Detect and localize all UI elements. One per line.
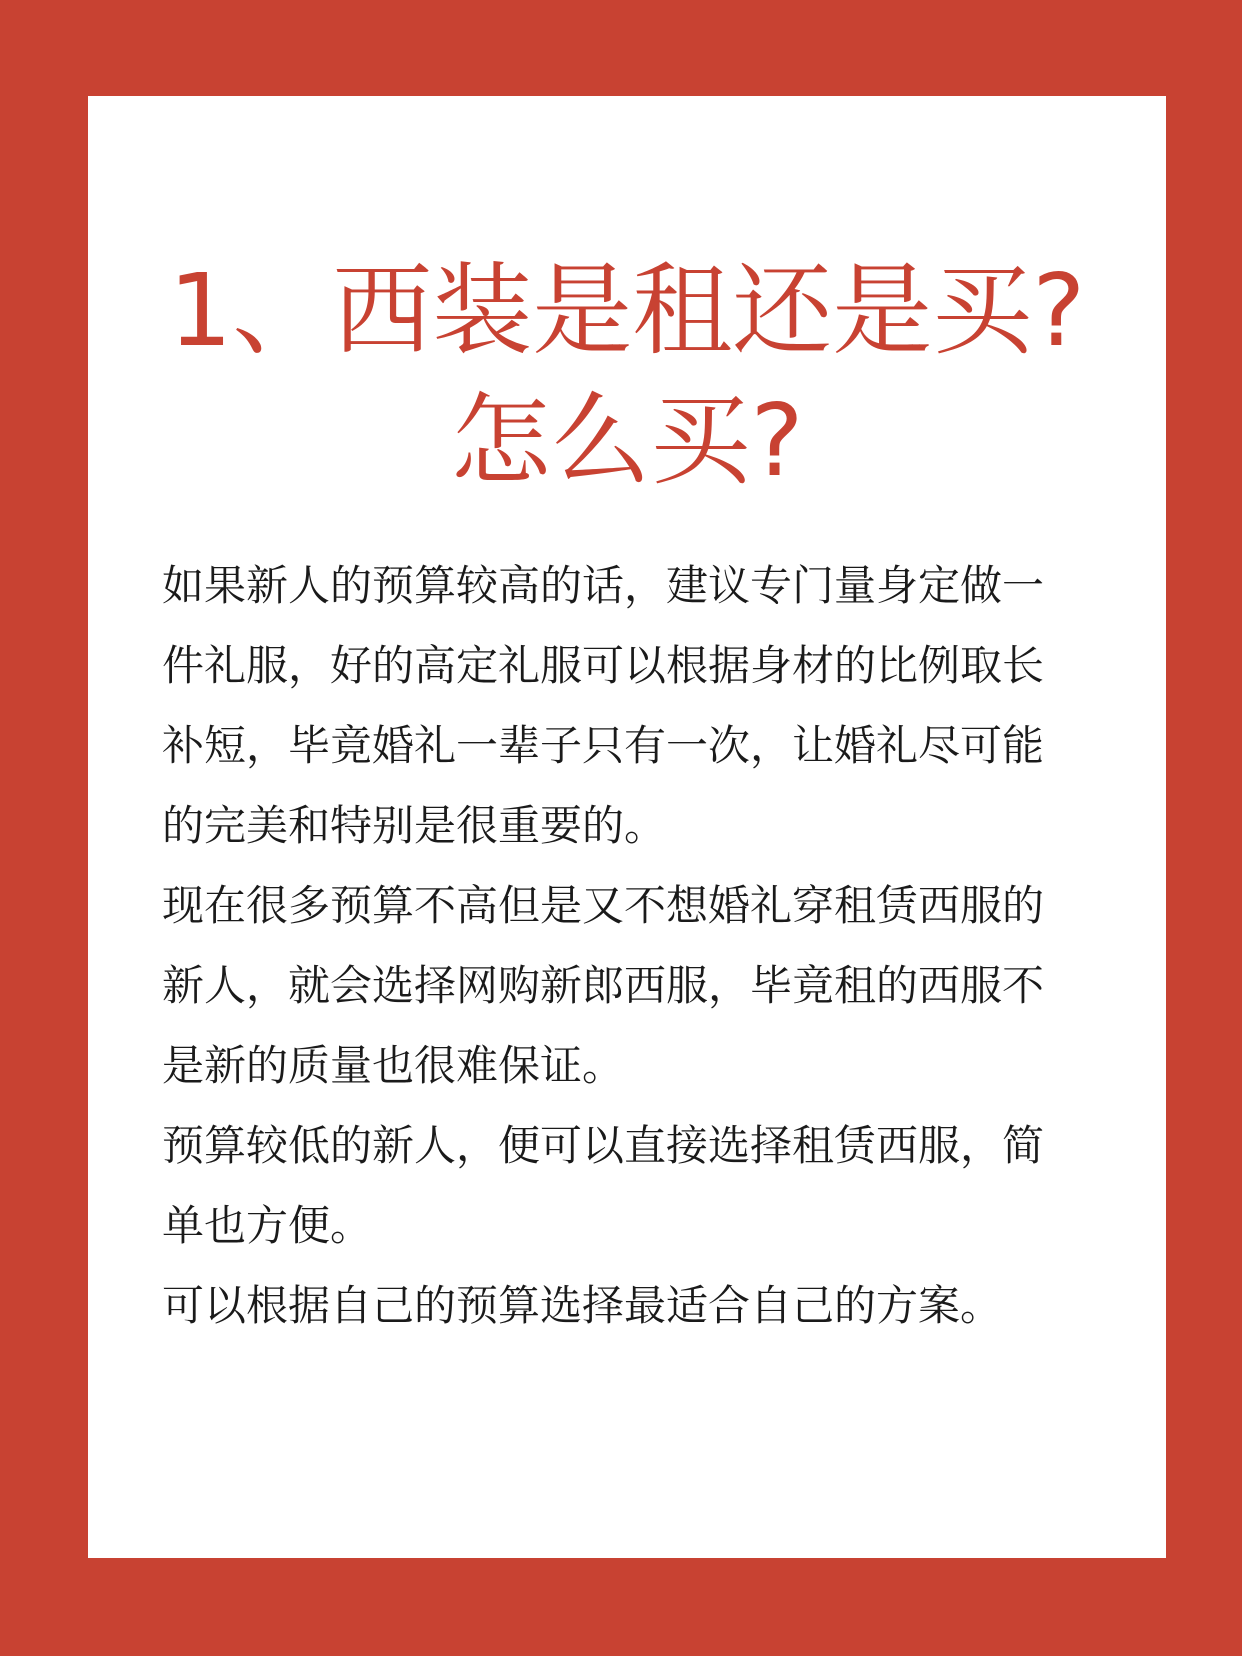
title-line-2: 怎么买? [450,382,804,499]
article-body [162,546,1062,1346]
title-line-1: 1、西装是租还是买? [168,252,1086,369]
paragraph-3: 预算较低的新人，便可以直接选择租赁西服，简单也方便。 [162,1121,1045,1250]
paragraph-1: 如果新人的预算较高的话，建议专门量身定做一件礼服，好的高定礼服可以根据身材的比例取长补短，毕竟婚礼一辈子只有一次，让婚礼尽可能的完美和特别是很重要的。 [162,561,1045,850]
page-title [88,246,1166,506]
paragraph-4: 可以根据自己的预算选择最适合自己的方案。 [162,1281,1003,1330]
paragraph-2: 现在很多预算不高但是又不想婚礼穿租赁西服的新人，就会选择网购新郎西服，毕竟租的西服不是新的质量也很难保证。 [162,881,1045,1090]
content-card [88,96,1166,1558]
